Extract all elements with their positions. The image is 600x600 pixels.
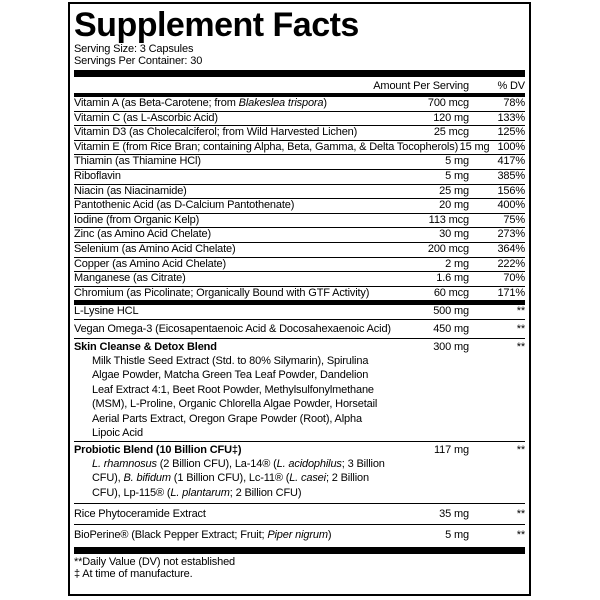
nutrient-name: Iodine (from Organic Kelp) [74, 213, 200, 226]
blend-name: Skin Cleanse & Detox Blend [74, 340, 217, 353]
nutrient-amount: 200 mcg [427, 242, 469, 255]
nutrient-row [74, 257, 525, 272]
ingredient-row-rice [74, 503, 525, 524]
nutrient-row [74, 271, 525, 286]
nutrient-row [74, 213, 525, 228]
column-header [74, 80, 525, 93]
blend-name: Probiotic Blend (10 Billion CFU‡) [74, 443, 242, 456]
ingredient-row-bioperine [74, 524, 525, 545]
nutrient-amount: 120 mg [433, 111, 469, 124]
nutrient-amount: 15 mg [459, 140, 490, 153]
dv-header: % DV [497, 80, 525, 92]
nutrient-name: Selenium (as Amino Acid Chelate) [74, 242, 236, 255]
ingredient-amount: 450 mg [433, 322, 469, 335]
blend-ingredients: Milk Thistle Seed Extract (Std. to 80% Silymarin), Spirulina Algae Powder, Matcha Green Tea Leaf Powder, Dandelion Leaf Extract 4:1, Beet Root Powder, Methylsulfonylmethane (MSM), L-Proline, Organic Chlorella Algae Powder, Horsetail Aerial Parts Extract, Oregon Grape Powder (Root), Alpha Lipoic Acid [92, 354, 378, 440]
ingredient-amount: 35 mg [439, 508, 469, 521]
nutrient-amount: 2 mg [445, 257, 469, 270]
nutrient-row [74, 198, 525, 213]
ingredient-name: Rice Phytoceramide Extract [74, 508, 206, 521]
nutrient-name: Niacin (as Niacinamide) [74, 184, 187, 197]
nutrient-name: Vitamin C (as L-Ascorbic Acid) [74, 111, 218, 124]
nutrient-name: Copper (as Amino Acid Chelate) [74, 257, 227, 270]
footnote-dv: **Daily Value (DV) not established [74, 556, 236, 569]
nutrient-dv: 171% [497, 286, 525, 299]
nutrient-name: Vitamin D3 (as Cholecalciferol; from Wild Harvested Lichen) [74, 126, 358, 139]
supplement-facts-panel [68, 2, 531, 596]
nutrient-name: Chromium (as Picolinate; Organically Bound with GTF Activity) [74, 286, 370, 299]
nutrient-row [74, 125, 525, 140]
blend-amount: 300 mg [433, 340, 469, 353]
nutrient-amount: 1.6 mg [436, 272, 469, 285]
ingredient-row-probiotic-blend [74, 441, 525, 501]
nutrient-name: Vitamin E (from Rice Bran; containing Alpha, Beta, Gamma, & Delta Tocopherols) [74, 140, 459, 153]
nutrient-amount: 5 mg [445, 169, 469, 182]
ingredient-amount: 500 mg [433, 305, 469, 318]
ingredient-dv: ** [516, 305, 525, 318]
blend-amount: 117 mg [434, 443, 469, 456]
thick-divider [74, 70, 525, 77]
nutrient-dv: 78% [503, 97, 525, 109]
nutrient-row [74, 169, 525, 184]
nutrient-name: Manganese (as Citrate) [74, 272, 186, 285]
nutrient-row [74, 140, 525, 155]
nutrient-name: Vitamin A (as Beta-Carotene; from Blakeslea trispora) [74, 97, 327, 109]
nutrient-amount: 25 mg [439, 184, 469, 197]
nutrient-amount: 25 mcg [433, 126, 469, 139]
nutrient-row [74, 184, 525, 199]
nutrient-dv: 385% [497, 169, 525, 182]
nutrient-row [74, 154, 525, 169]
ingredient-dv: ** [516, 529, 525, 542]
nutrient-name: Riboflavin [74, 169, 121, 182]
nutrient-dv: 417% [497, 155, 525, 168]
vitamins-section [74, 97, 525, 300]
blend-dv: ** [516, 443, 525, 456]
servings-per-container: Servings Per Container: 30 [74, 55, 203, 67]
blend-dv: ** [516, 340, 525, 353]
nutrient-dv: 400% [497, 199, 525, 212]
nutrient-amount: 20 mg [439, 199, 469, 212]
amount-header: Amount Per Serving [373, 80, 469, 92]
nutrient-name: Thiamin (as Thiamine HCl) [74, 155, 201, 168]
nutrient-dv: 273% [497, 228, 525, 241]
footnote-manufacture: ‡ At time of manufacture. [74, 568, 193, 581]
nutrient-amount: 113 mcg [428, 213, 469, 226]
nutrient-row [74, 227, 525, 242]
ingredient-row-cleanse-blend [74, 338, 525, 441]
ingredient-row-lysine [74, 305, 525, 319]
nutrient-amount: 60 mcg [433, 286, 469, 299]
ingredient-name: L-Lysine HCL [74, 305, 139, 318]
ingredient-name: Vegan Omega-3 (Eicosapentaenoic Acid & Docosahexaenoic Acid) [74, 322, 391, 335]
bottom-divider [74, 547, 525, 554]
nutrient-amount: 700 mcg [427, 97, 469, 109]
nutrient-dv: 133% [497, 111, 525, 124]
panel-title: Supplement Facts [74, 6, 359, 44]
nutrient-dv: 364% [497, 242, 525, 255]
nutrient-dv: 222% [497, 257, 525, 270]
nutrient-dv: 156% [497, 184, 525, 197]
nutrient-dv: 75% [503, 213, 525, 226]
nutrient-amount: 5 mg [445, 155, 469, 168]
blend-ingredients: L. rhamnosus (2 Billion CFU), La-14® (L. acidophilus; 3 Billion CFU), B. bifidum (1 Billion CFU), Lc-11® (L. casei; 2 Billion CFU), Lp-115® (L. plantarum; 2 Billion CFU) [92, 457, 385, 499]
nutrient-row [74, 286, 525, 301]
ingredient-dv: ** [516, 508, 525, 521]
ingredient-dv: ** [516, 322, 525, 335]
ingredient-name: BioPerine® (Black Pepper Extract; Fruit; Piper nigrum) [74, 529, 332, 542]
ingredient-row-omega [74, 319, 525, 338]
nutrient-dv: 100% [497, 140, 525, 153]
nutrient-row [74, 111, 525, 126]
nutrient-name: Zinc (as Amino Acid Chelate) [74, 228, 212, 241]
nutrient-row [74, 242, 525, 257]
ingredient-amount: 5 mg [445, 529, 469, 542]
nutrient-dv: 125% [497, 126, 525, 139]
nutrient-dv: 70% [503, 272, 525, 285]
nutrient-row [74, 97, 525, 111]
nutrient-name: Pantothenic Acid (as D-Calcium Pantothenate) [74, 199, 295, 212]
serving-size: Serving Size: 3 Capsules [74, 43, 194, 55]
nutrient-amount: 30 mg [439, 228, 469, 241]
